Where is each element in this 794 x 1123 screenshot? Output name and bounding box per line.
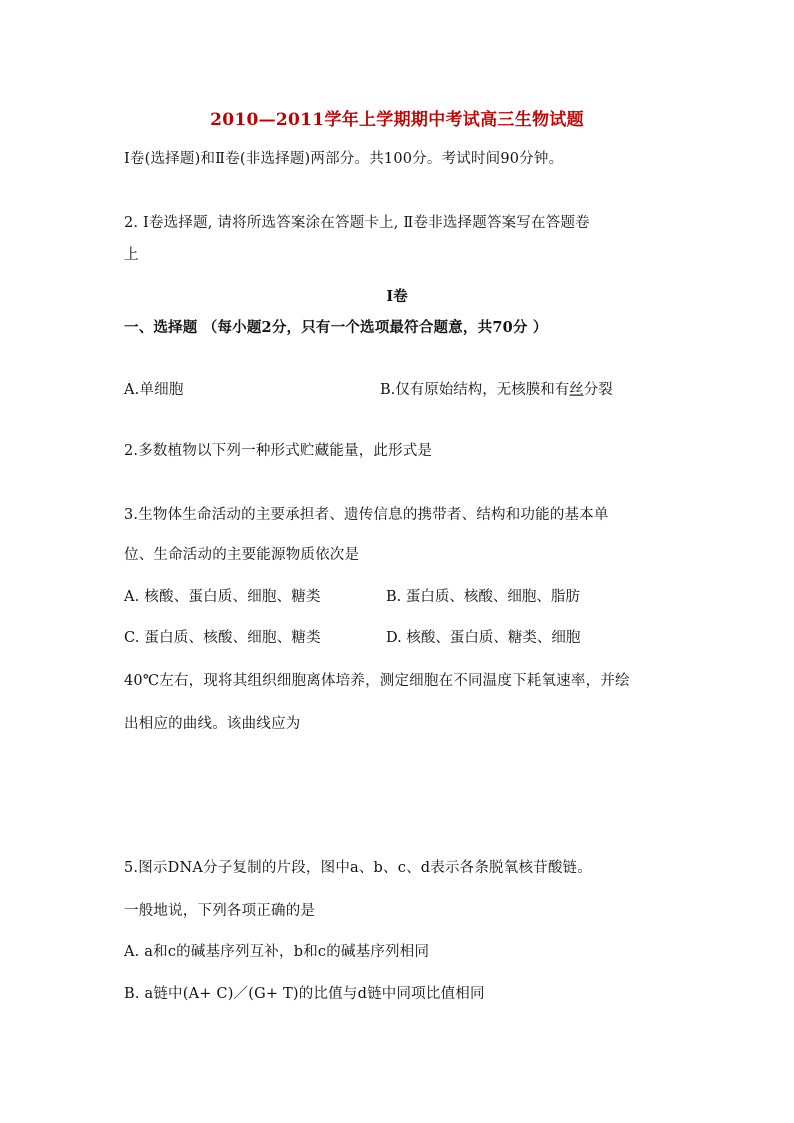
q1-option-a: A.单细胞 xyxy=(124,382,184,398)
q3-option-c: C. 蛋白质、核酸、细胞、糖类 xyxy=(124,630,321,646)
page-title: 2010—2011学年上学期期中考试高三生物试题 xyxy=(210,110,584,130)
q3-option-a: A. 核酸、蛋白质、细胞、糖类 xyxy=(124,589,321,605)
part-heading: 一、选择题 （每小题2分，只有一个选项最符合题意，共70分 ） xyxy=(124,319,548,336)
question-5-line-1: 5.图示DNA分子复制的片段，图中a、b、c、d表示各条脱氧核苷酸链。 xyxy=(124,860,592,876)
q3-option-b: B. 蛋白质、核酸、细胞、脂肪 xyxy=(386,589,580,605)
q3-option-d: D. 核酸、蛋白质、糖类、细胞 xyxy=(386,630,581,646)
section-heading: Ⅰ卷 xyxy=(386,288,408,305)
q5-option-b: B. a链中(A+ C)／(G+ T)的比值与d链中同项比值相同 xyxy=(124,986,485,1002)
question-4-line-2: 出相应的曲线。该曲线应为 xyxy=(124,716,301,732)
q1-option-b-suffix: 分裂 xyxy=(583,382,613,398)
note-2-line-1: 2. Ⅰ卷选择题, 请将所选答案涂在答题卡上, Ⅱ卷非选择题答案写在答题卷 xyxy=(124,215,590,231)
question-2: 2.多数植物以下列一种形式贮藏能量，此形式是 xyxy=(124,443,433,459)
question-3-line-1: 3.生物体生命活动的主要承担者、遗传信息的携带者、结构和功能的基本单 xyxy=(124,507,609,523)
question-5-line-2: 一般地说，下列各项正确的是 xyxy=(124,903,316,919)
q1-option-b-underlined: 丝 xyxy=(569,382,584,398)
q1-option-b xyxy=(380,380,613,400)
question-3-line-2: 位、生命活动的主要能源物质依次是 xyxy=(124,547,360,563)
q1-option-b-prefix: B.仅有原始结构，无核膜和有 xyxy=(380,382,570,398)
question-4-line-1: 40℃左右，现将其组织细胞离体培养，测定细胞在不同温度下耗氧速率，并绘 xyxy=(124,673,630,689)
intro-text: Ⅰ卷(选择题)和Ⅱ卷(非选择题)两部分。共100分。考试时间90分钟。 xyxy=(124,151,564,167)
q5-option-a: A. a和c的碱基序列互补，b和c的碱基序列相同 xyxy=(124,944,430,960)
note-2-line-2: 上 xyxy=(124,247,139,263)
